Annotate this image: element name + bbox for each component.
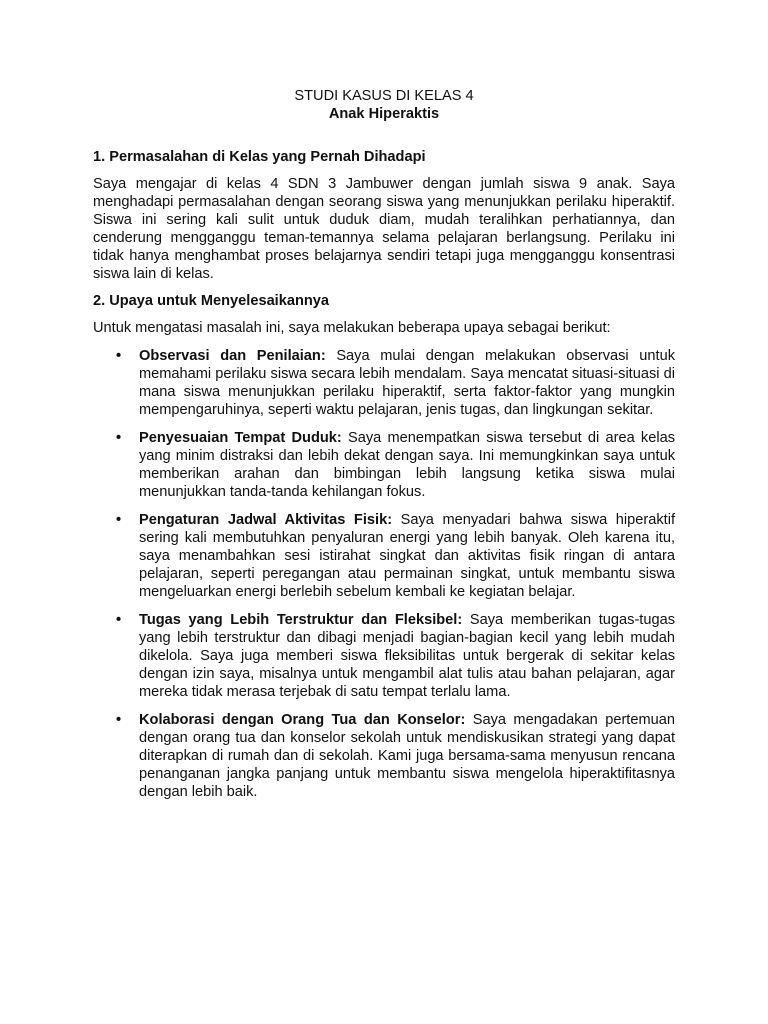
list-item-term: Observasi dan Penilaian: [139,348,326,364]
list-item [93,347,675,419]
section-1-heading: 1. Permasalahan di Kelas yang Pernah Dihadapi [93,149,426,165]
document-title-block [93,87,675,123]
list-item-text: Saya mulai dengan melakukan observasi untuk memahami perilaku siswa secara lebih mendalam. Saya mencatat situasi-situasi di mana siswa menunjukkan perilaku hiperaktif, serta faktor-faktor yang mungkin mempengaruhinya, seperti waktu pelajaran, jenis tugas, dan lingkungan sekitar. [139,348,675,418]
upaya-list [93,347,675,801]
bullet-icon: • [116,348,122,364]
list-item-text: Saya memberikan tugas-tugas yang lebih terstruktur dan dibagi menjadi bagian-bagian kecil yang lebih mudah dikelola. Saya juga memberi siswa fleksibilitas untuk bergerak di sekitar kelas dengan izin saya, misalnya untuk mengambil alat tulis atau bahan pelajaran, agar mereka tidak merasa terjebak di satu tempat terlalu lama. [139,612,676,700]
document-page [93,87,675,811]
list-item [93,511,675,601]
section-1 [93,148,675,283]
list-item [93,429,675,501]
bullet-icon: • [116,430,122,446]
section-2-paragraph: Untuk mengatasi masalah ini, saya melakukan beberapa upaya sebagai berikut: [93,320,611,336]
bullet-icon: • [116,512,122,528]
list-item-text: Saya mengadakan pertemuan dengan orang tua dan konselor sekolah untuk mendiskusikan strategi yang dapat diterapkan di rumah dan di sekolah. Kami juga bersama-sama menyusun rencana penanganan jangka panjang untuk membantu siswa mengelola hiperaktifitasnya dengan lebih baik. [139,712,675,800]
list-item-text: Saya menyadari bahwa siswa hiperaktif sering kali membutuhkan penyaluran energi yang lebih banyak. Oleh karena itu, saya menambahkan sesi istirahat singkat dan aktivitas fisik ringan di antara pelajaran, seperti peregangan atau permainan singkat, untuk membantu siswa mengeluarkan energi berlebih sebelum kembali ke kegiatan belajar. [139,512,675,600]
section-2 [93,292,675,801]
list-item-text: Saya menempatkan siswa tersebut di area kelas yang minim distraksi dan lebih dekat dengan saya. Ini memungkinkan saya untuk memberikan arahan dan bimbingan lebih langsung ketika siswa mulai menunjukkan tanda-tanda kehilangan fokus. [139,430,676,500]
list-item-term: Tugas yang Lebih Terstruktur dan Fleksibel: [139,612,463,628]
section-1-paragraph: Saya mengajar di kelas 4 SDN 3 Jambuwer dengan jumlah siswa 9 anak. Saya menghadapi permasalahan dengan seorang siswa yang menunjukkan perilaku hiperaktif. Siswa ini sering kali sulit untuk duduk diam, mudah teralihkan perhatiannya, dan cenderung mengganggu teman-temannya selama pelajaran berlangsung. Perilaku ini tidak hanya menghambat proses belajarnya sendiri tetapi juga mengganggu konsentrasi siswa lain di kelas. [93,176,675,282]
bullet-icon: • [116,612,122,628]
list-item-term: Penyesuaian Tempat Duduk: [139,430,342,446]
section-2-heading: 2. Upaya untuk Menyelesaikannya [93,293,330,309]
document-subtitle: Anak Hiperaktis [328,106,440,122]
bullet-icon: • [116,712,122,728]
list-item-term: Kolaborasi dengan Orang Tua dan Konselor: [139,712,466,728]
list-item-term: Pengaturan Jadwal Aktivitas Fisik: [139,512,393,528]
list-item [93,711,675,801]
document-title: STUDI KASUS DI KELAS 4 [294,88,474,104]
list-item [93,611,675,701]
